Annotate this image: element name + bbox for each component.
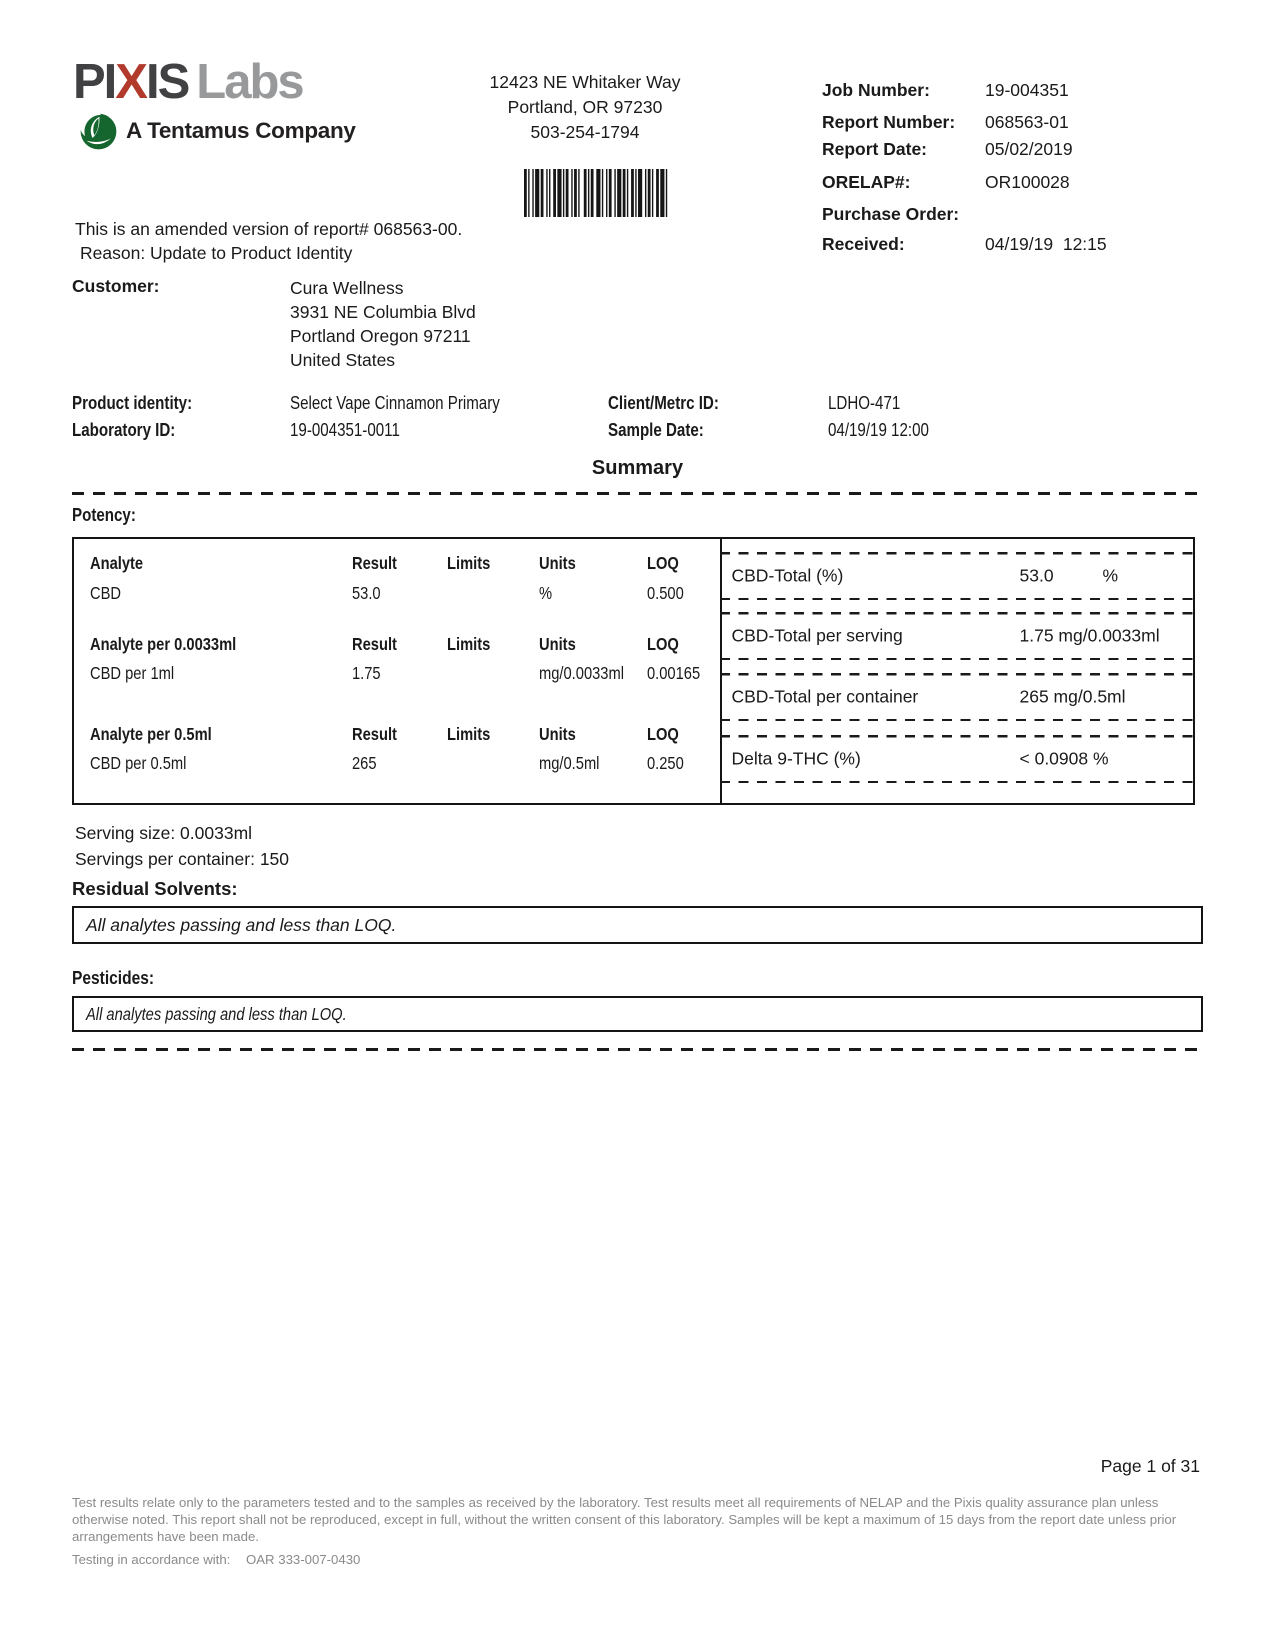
potency-header-row-3: Analyte per 0.5ml Result Limits Units LOQ <box>90 724 679 744</box>
customer-street: 3931 NE Columbia Blvd <box>290 302 476 322</box>
report-number-label: Report Number: <box>822 112 956 132</box>
disclaimer-line1: Test results relate only to the parameters tested and to the samples as received by the laboratory. Test results meet all requirements of NELAP and the Pixis quality assurance plan unless <box>72 1495 1159 1510</box>
barcode <box>524 169 670 217</box>
sample-date-value: 04/19/19 12:00 <box>828 420 929 440</box>
purchase-order-label: Purchase Order: <box>822 204 960 224</box>
summary-divider-bottom <box>72 1048 1203 1051</box>
residual-solvents-box <box>72 906 1203 944</box>
delta9-thc-label: Delta 9-THC (%) <box>731 748 861 769</box>
potency-table <box>72 537 722 805</box>
customer-address <box>290 276 476 372</box>
tentamus-tagline-text: A Tentamus Company <box>126 118 356 143</box>
product-identity-label: Product identity: <box>72 393 193 413</box>
customer-country: United States <box>290 350 396 370</box>
laboratory-id-label: Laboratory ID: <box>72 420 176 440</box>
cbd-total-per-container-value: 265 mg/0.5ml <box>1019 686 1126 707</box>
disclaimer-line3: arrangements have been made. <box>72 1529 259 1544</box>
report-number-value: 068563-01 <box>985 112 1069 132</box>
client-metrc-id-label: Client/Metrc ID: <box>608 393 719 413</box>
delta9-thc-row <box>720 735 1193 783</box>
amendment-line2: Reason: Update to Product Identity <box>80 243 353 263</box>
job-number-label: Job Number: <box>822 80 930 100</box>
orelap-label: ORELAP#: <box>822 172 911 192</box>
cbd-total-per-serving-row <box>720 612 1193 660</box>
pesticides-box <box>72 996 1203 1032</box>
logo-text-labs: Labs <box>196 55 303 109</box>
pixis-labs-logo <box>73 55 303 109</box>
report-date-value: 05/02/2019 <box>985 139 1073 159</box>
lab-address-line2: Portland, OR 97230 <box>507 97 663 117</box>
job-number-value: 19-004351 <box>985 80 1069 100</box>
potency-data-row-1: CBD 53.0 % 0.500 <box>90 583 684 603</box>
testing-accordance-label: Testing in accordance with: <box>72 1552 231 1567</box>
lab-address-line1: 12423 NE Whitaker Way <box>489 72 681 92</box>
potency-totals-box <box>720 537 1195 805</box>
cbd-total-percent-value: 53.0 <box>1019 565 1054 586</box>
report-date-label: Report Date: <box>822 139 928 159</box>
potency-data-row-3: CBD per 0.5ml 265 mg/0.5ml 0.250 <box>90 753 684 773</box>
laboratory-id-value: 19-004351-0011 <box>290 420 400 440</box>
customer-label: Customer: <box>72 276 160 296</box>
logo-text-is: IS <box>145 55 189 109</box>
potency-data-row-2: CBD per 1ml 1.75 mg/0.0033ml 0.00165 <box>90 663 701 683</box>
lab-address-line3: 503-254-1794 <box>530 122 640 142</box>
tentamus-tagline <box>80 112 356 150</box>
lab-address <box>420 70 750 145</box>
page-number: Page 1 of 31 <box>1100 1456 1200 1476</box>
received-value: 04/19/19 12:15 <box>985 234 1107 254</box>
orelap-value: OR100028 <box>985 172 1070 192</box>
cbd-total-percent-row <box>720 552 1193 600</box>
cbd-total-per-container-label: CBD-Total per container <box>731 686 919 707</box>
servings-per-container: Servings per container: 150 <box>75 849 290 869</box>
residual-solvents-note: All analytes passing and less than LOQ. <box>86 914 397 935</box>
potency-section-label: Potency: <box>72 505 136 525</box>
client-metrc-id-value: LDHO-471 <box>828 393 901 413</box>
customer-city: Portland Oregon 97211 <box>290 326 471 346</box>
logo-text-x: X <box>115 55 146 109</box>
summary-title: Summary <box>591 457 684 479</box>
testing-accordance-value: OAR 333-007-0430 <box>246 1552 361 1567</box>
cbd-total-per-serving-value: 1.75 mg/0.0033ml <box>1019 625 1160 646</box>
sample-date-label: Sample Date: <box>608 420 704 440</box>
product-identity-value: Select Vape Cinnamon Primary <box>290 393 500 413</box>
pesticides-note: All analytes passing and less than LOQ. <box>86 1003 347 1024</box>
amendment-line1: This is an amended version of report# 068563-00. <box>75 219 463 239</box>
potency-header-row-1: Analyte Result Limits Units LOQ <box>90 553 679 573</box>
cbd-total-per-container-row <box>720 673 1193 721</box>
residual-solvents-label: Residual Solvents: <box>72 878 238 899</box>
delta9-thc-value: < 0.0908 % <box>1019 748 1109 769</box>
customer-name: Cura Wellness <box>290 278 404 298</box>
serving-size: Serving size: 0.0033ml <box>75 823 253 843</box>
logo-text-pi: PI <box>73 55 116 109</box>
cbd-total-per-serving-label: CBD-Total per serving <box>731 625 903 646</box>
cbd-total-percent-label: CBD-Total (%) <box>731 565 844 586</box>
cbd-total-percent-unit: % <box>1102 565 1119 586</box>
disclaimer-line2: otherwise noted. This report shall not be reproduced, except in full, without the written consent of this laboratory. Samples will be kept a maximum of 15 days from the report date unless prior <box>72 1512 1177 1527</box>
received-label: Received: <box>822 234 905 254</box>
summary-divider-top <box>72 492 1203 495</box>
tentamus-globe-icon <box>80 113 117 150</box>
pesticides-label: Pesticides: <box>72 967 155 988</box>
potency-header-row-2: Analyte per 0.0033ml Result Limits Units LOQ <box>90 634 679 654</box>
